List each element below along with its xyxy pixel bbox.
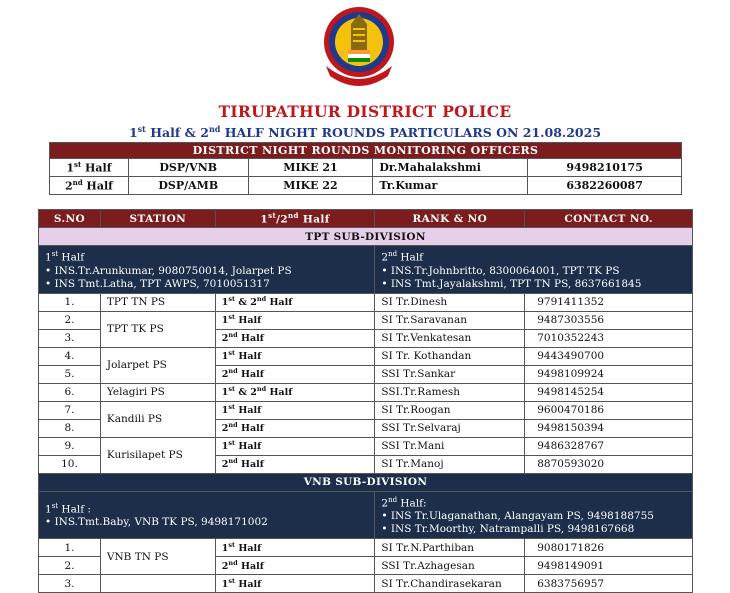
vnb-subdivision-title: VNB SUB-DIVISION [39, 473, 693, 491]
monitoring-officers-table [49, 142, 682, 195]
tamilnadu-police-logo [318, 4, 400, 92]
table-row: 3. 2nd Half SI Tr.Venkatesan 7010352243 [39, 329, 693, 347]
night-rounds-table [38, 209, 693, 593]
col-contact: CONTACT NO. [525, 210, 693, 228]
tpt-inspectors: 1st Half • INS.Tr.Arunkumar, 9080750014, Jolarpet PS • INS Tmt.Latha, TPT AWPS, 7010051317 2nd Half • INS.Tr.Johnbritto, 8300064001, TPT TK PS • INS Tmt.Jayalakshmi, TPT TN PS, 8637661845 [39, 246, 693, 294]
table-row: 2. TPT TK PS 1st Half SI Tr.Saravanan 9487303556 [39, 311, 693, 329]
table-row: 8. 2nd Half SSI Tr.Selvaraj 9498150394 [39, 419, 693, 437]
monitoring-row: 2nd Half DSP/AMB MIKE 22 Tr.Kumar 6382260087 [50, 177, 682, 195]
table-row: 10. 2nd Half SI Tr.Manoj 8870593020 [39, 455, 693, 473]
table-row: 3. 1st Half SI Tr.Chandirasekaran 6383756957 [39, 575, 693, 593]
tpt-subdivision-title: TPT SUB-DIVISION [39, 228, 693, 246]
table-row: 2. 2nd Half SSI Tr.Azhagesan 9498149091 [39, 557, 693, 575]
vnb-inspectors: 1st Half : • INS.Tmt.Baby, VNB TK PS, 9498171002 2nd Half: • INS Tr.Ulaganathan, Alangayam PS, 9498188755 • INS Tr.Moorthy, Natrampalli PS, 9498167668 [39, 491, 693, 539]
monitoring-header: DISTRICT NIGHT ROUNDS MONITORING OFFICERS [50, 143, 682, 159]
col-sno: S.NO [39, 210, 101, 228]
table-row: 4. Jolarpet PS 1st Half SI Tr. Kothandan 9443490700 [39, 347, 693, 365]
table-row: 5. 2nd Half SSI Tr.Sankar 9498109924 [39, 365, 693, 383]
page-title: TIRUPATHUR DISTRICT POLICE [218, 102, 512, 121]
col-half: 1st/2nd Half [215, 210, 375, 228]
table-row: 9. Kurisilapet PS 1st Half SSI Tr.Mani 9486328767 [39, 437, 693, 455]
table-row: 1. VNB TN PS 1st Half SI Tr.N.Parthiban 9080171826 [39, 539, 693, 557]
page-subtitle: 1st Half & 2nd HALF NIGHT ROUNDS PARTICULARS ON 21.08.2025 [128, 124, 602, 141]
table-row: 1. TPT TN PS 1st & 2nd Half SI Tr.Dinesh 9791411352 [39, 293, 693, 311]
table-row: 7. Kandili PS 1st Half SI Tr.Roogan 9600470186 [39, 401, 693, 419]
table-row: 6. Yelagiri PS 1st & 2nd Half SSI.Tr.Ramesh 9498145254 [39, 383, 693, 401]
col-station: STATION [100, 210, 215, 228]
table-header-row [39, 210, 693, 228]
monitoring-row: 1st Half DSP/VNB MIKE 21 Dr.Mahalakshmi 9498210175 [50, 159, 682, 177]
col-rank: RANK & NO [375, 210, 525, 228]
